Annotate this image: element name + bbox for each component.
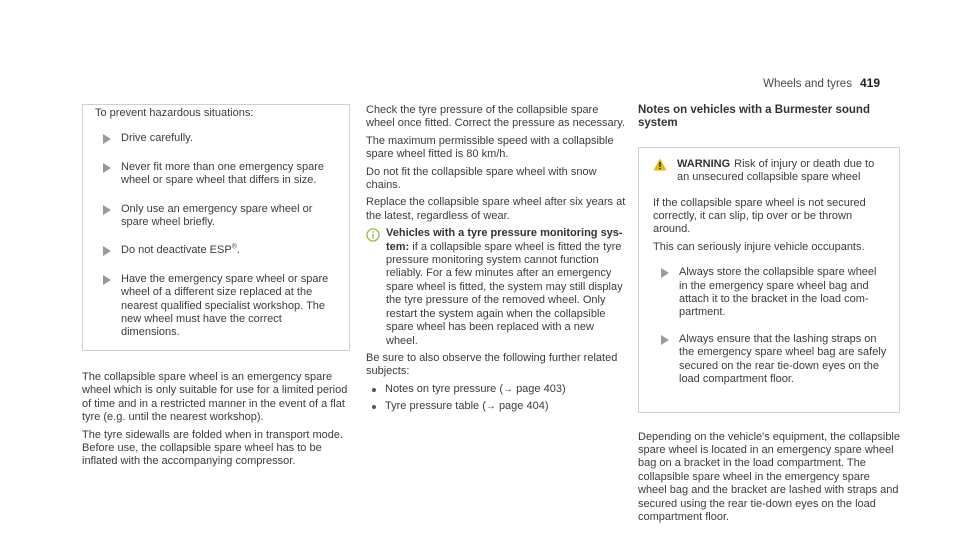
triangle-bullet-icon	[103, 246, 111, 256]
warning-triangle-icon	[653, 158, 667, 171]
info-icon	[366, 228, 380, 242]
step-item	[95, 161, 337, 188]
info-note	[366, 227, 626, 348]
page-number: 419	[859, 76, 880, 90]
section-heading: Notes on vehicles with a Burmester sound system	[638, 104, 870, 130]
paragraph: The collapsible spare wheel is an emergency spare wheel which is only suitable for use for a limited period of time and in a restricted manner in the event of a flat tyre (e.g. until the nearest workshop).	[82, 370, 348, 424]
column-middle	[366, 104, 626, 418]
triangle-bullet-icon	[103, 134, 111, 144]
paragraph: The maximum permissible speed with a collapsible spare wheel fitted is 80 km/h.	[366, 134, 614, 161]
column-left	[82, 104, 350, 473]
safety-steps-box	[82, 104, 350, 351]
triangle-bullet-icon	[103, 275, 111, 285]
step-text-end: .	[236, 244, 240, 257]
page-ref: page 404)	[498, 400, 549, 413]
step-item	[95, 273, 337, 340]
triangle-bullet-icon	[103, 163, 111, 173]
note-body: if a collapsible spare wheel is fitted the tyre pressure monitoring system cannot function reliably. For a few minutes after an emergency spare wheel is fitted, the system may still display the tyre pressure of the removed wheel. Only restart the system again when the collapsible spare wheel has been replaced with a new wheel.	[386, 240, 623, 347]
step-text: Never fit more than one emergency spare wheel or spare wheel that differs in size.	[121, 160, 324, 187]
paragraph: Do not fit the collapsible spare wheel with snow chains.	[366, 165, 597, 192]
related-link-text	[385, 383, 566, 396]
paragraph: Check the tyre pressure of the collapsible spare wheel once fitted. Correct the pressure as necessary.	[366, 104, 626, 130]
step-item	[95, 203, 337, 230]
paragraph: Be sure to also observe the following further related subjects:	[366, 351, 618, 378]
step-text-esp: Do not deactivate ESP	[121, 244, 232, 257]
warning-box	[638, 147, 900, 413]
paragraph: Depending on the vehicle's equipment, the collapsible spare wheel is located in an emergency spare wheel bag on a bracket in the load compartment. The collapsible spare wheel in the emergency spare wheel bag and the bracket are lashed with straps and secured using the rear tie-down eyes on the load compartment floor.	[638, 430, 900, 523]
note-title: Vehicles with a tyre pressure monitoring system:	[386, 227, 623, 253]
related-link-item[interactable]	[366, 400, 626, 413]
warning-paragraph: This can seriously injure vehicle occupants.	[653, 240, 865, 253]
paragraph: Replace the collapsible spare wheel after six years at the latest, regardless of wear.	[366, 196, 626, 222]
triangle-bullet-icon	[661, 335, 669, 345]
registered-mark: ®	[231, 243, 237, 251]
step-text: Have the emergency spare wheel or spare wheel of a different size replaced at the nearest qualified specialist workshop. The new wheel must have the correct dimensions.	[121, 272, 329, 339]
warning-paragraph: If the collapsible spare wheel is not secured correctly, it can slip, tip over or be thrown around.	[653, 196, 866, 236]
warning-step	[653, 266, 887, 320]
warning-label: WARNING	[677, 157, 731, 170]
triangle-bullet-icon	[103, 205, 111, 215]
section-title: Wheels and tyres	[763, 78, 852, 90]
arrow-right-icon: →	[485, 401, 496, 413]
step-item	[95, 244, 337, 257]
triangle-bullet-icon	[661, 268, 669, 278]
step-text: Only use an emergency spare wheel or spare wheel briefly.	[121, 202, 313, 229]
paragraph: The tyre sidewalls are folded when in transport mode. Before use, the collapsible spare wheel has to be inflated with the accompanying compressor.	[82, 428, 344, 468]
warning-header	[653, 158, 887, 185]
bullet-dot-icon	[372, 388, 376, 392]
link-label: Tyre pressure table (	[385, 400, 486, 413]
page-ref: page 403)	[516, 382, 566, 395]
link-label: Notes on tyre pressure (	[385, 382, 503, 395]
step-text: Always store the collapsible spare wheel in the emergency spare wheel bag and attach it to the bracket in the load compartment.	[679, 266, 877, 319]
step-text: Drive carefully.	[121, 132, 193, 145]
warning-step	[653, 333, 887, 387]
step-item	[95, 132, 337, 145]
step-text: Always ensure that the lashing straps on the emergency spare wheel bag are safely secured on the rear tie-down eyes on the load compartment floor.	[679, 332, 887, 386]
related-link-text	[385, 400, 548, 413]
column-right	[638, 104, 900, 528]
page-header	[763, 76, 880, 90]
step-text	[121, 244, 337, 257]
warning-title: Risk of injury or death due to an unsecured collapsible spare wheel	[677, 157, 875, 184]
box-intro: To prevent hazardous situations:	[95, 107, 254, 119]
arrow-right-icon: →	[503, 383, 513, 395]
related-link-item[interactable]	[366, 383, 626, 396]
bullet-dot-icon	[372, 405, 376, 409]
